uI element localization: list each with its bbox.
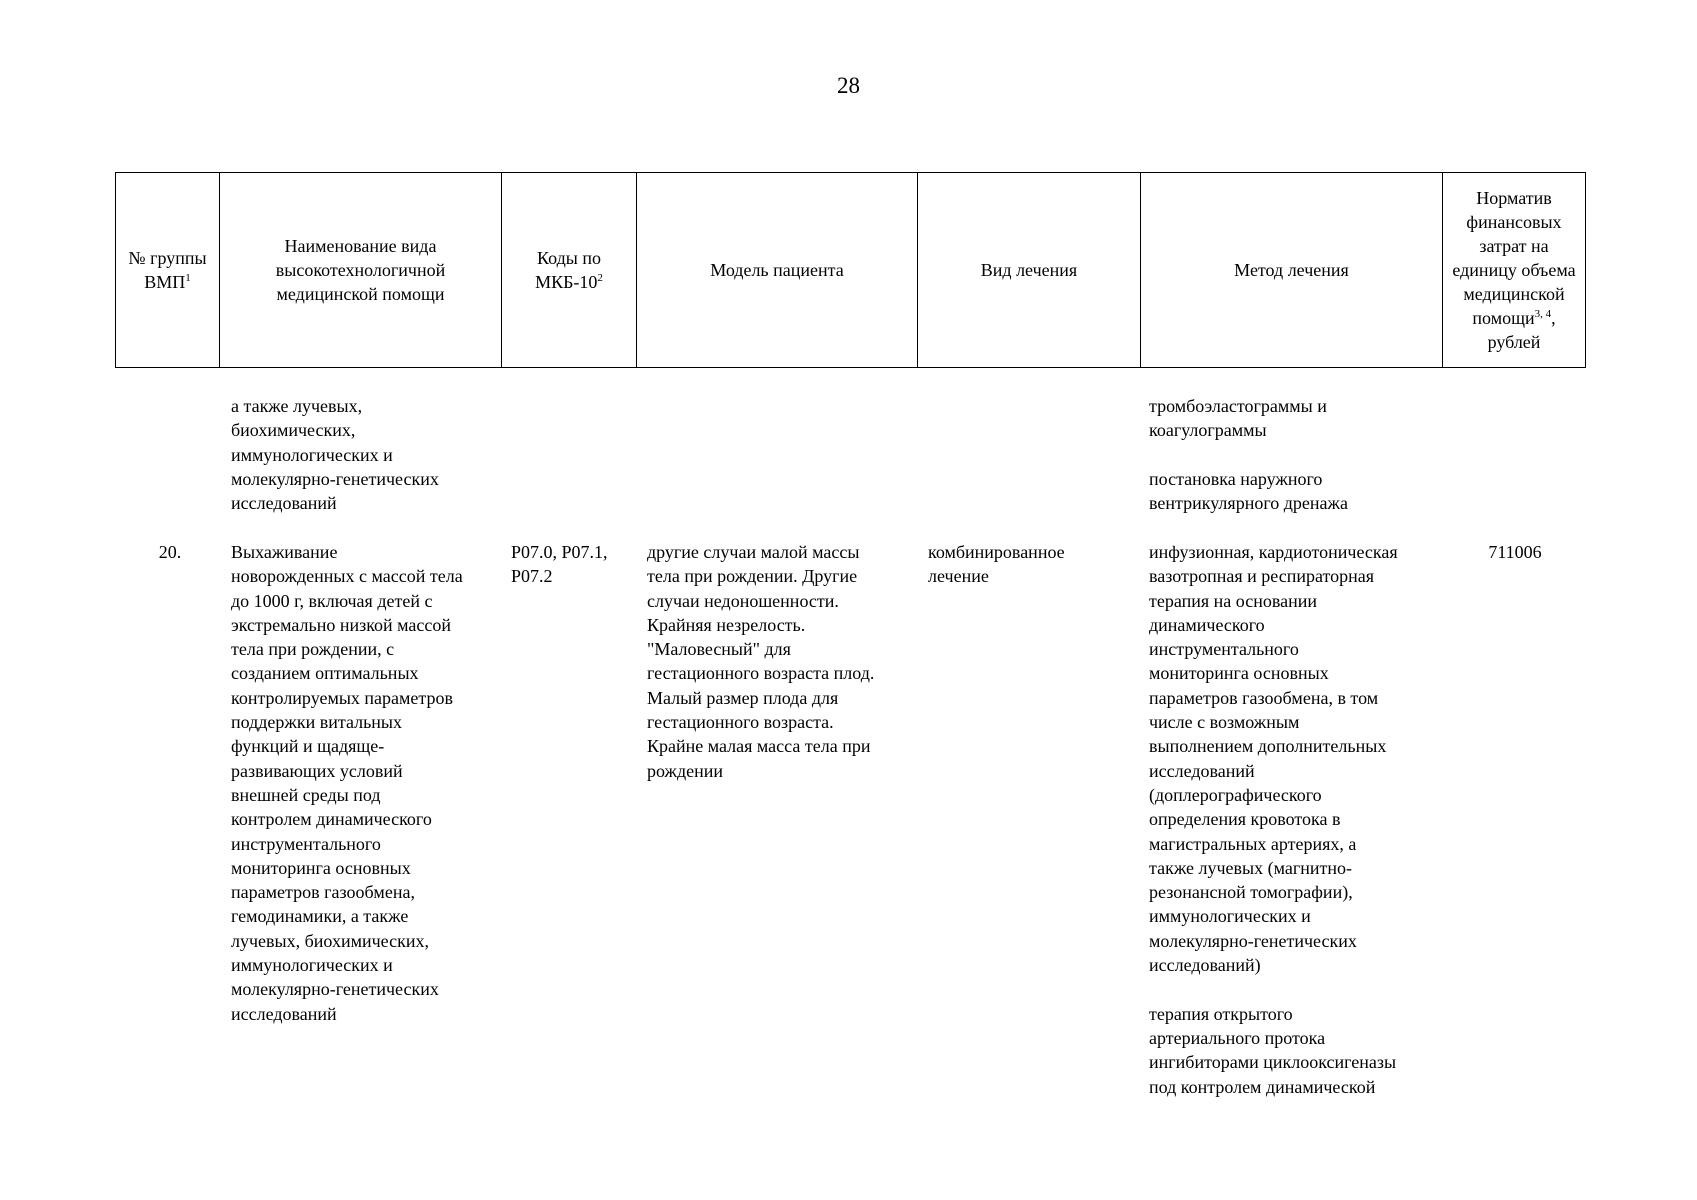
- header-codes: Коды по МКБ-$10^2$: [502, 173, 637, 368]
- row-number: 20.: [158, 542, 182, 562]
- continuation-name: а также лучевых, биохимических, иммунологических и молекулярно-генетических исследований: [231, 396, 439, 514]
- row-patient-model: другие случаи малой массы тела при рождении. Другие случаи недоношенности. Крайняя незрелость. "Маловесный" для гестационного возраста плод. Малый размер плода для гестационного возраста. Крайне малая масса тела при рождении: [647, 542, 875, 781]
- row-treatment-type: комбинированное лечение: [928, 542, 1065, 587]
- header-patient-model: Модель пациента: [637, 173, 918, 368]
- header-treatment-type: Вид лечения: [918, 173, 1141, 368]
- header-treatment-method: Метод лечения: [1141, 173, 1443, 368]
- row-norm: 711006: [1488, 542, 1542, 562]
- row-name: Выхаживание новорожденных с массой тела до 1000 г, включая детей с экстремально низкой массой тела при рождении, с созданием оптимальных контролируемых параметров поддержки витальных функций и щадяще- развивающих условий внешней среды под контролем динамического инструментального мониторинга основных параметров газообмена, гемодинамики, а также лучевых, биохимических, иммунологических и молекулярно-генетических исследований: [231, 542, 463, 1024]
- header-norm: Норматив финансовых затрат на единицу объема медицинской помощи$^{3, 4}$, рублей: [1443, 173, 1586, 368]
- table-header: [115, 172, 1586, 368]
- continuation-method: тромбоэластограммы и коагулограммы постановка наружного вентрикулярного дренажа: [1149, 396, 1348, 514]
- header-group-no: № группы ВМП$^1$: [116, 173, 220, 368]
- page-number: 28: [837, 73, 860, 98]
- row-codes: P07.0, P07.1, P07.2: [511, 542, 608, 587]
- row-method: инфузионная, кардиотоническая вазотропная и респираторная терапия на основании динамического инструментального мониторинга основных параметров газообмена, в том числе с возможным выполнением дополнительных исследований (доплерографического определения кровотока в магистральных артериях, а также лучевых (магнитно- резонансной томографии), иммунологических и молекулярно-генетических исследований) терапия открытого артериального протока ингибиторами циклооксигеназы под контролем динамической: [1149, 542, 1398, 1097]
- header-name: Наименование вида высокотехнологичной медицинской помощи: [220, 173, 502, 368]
